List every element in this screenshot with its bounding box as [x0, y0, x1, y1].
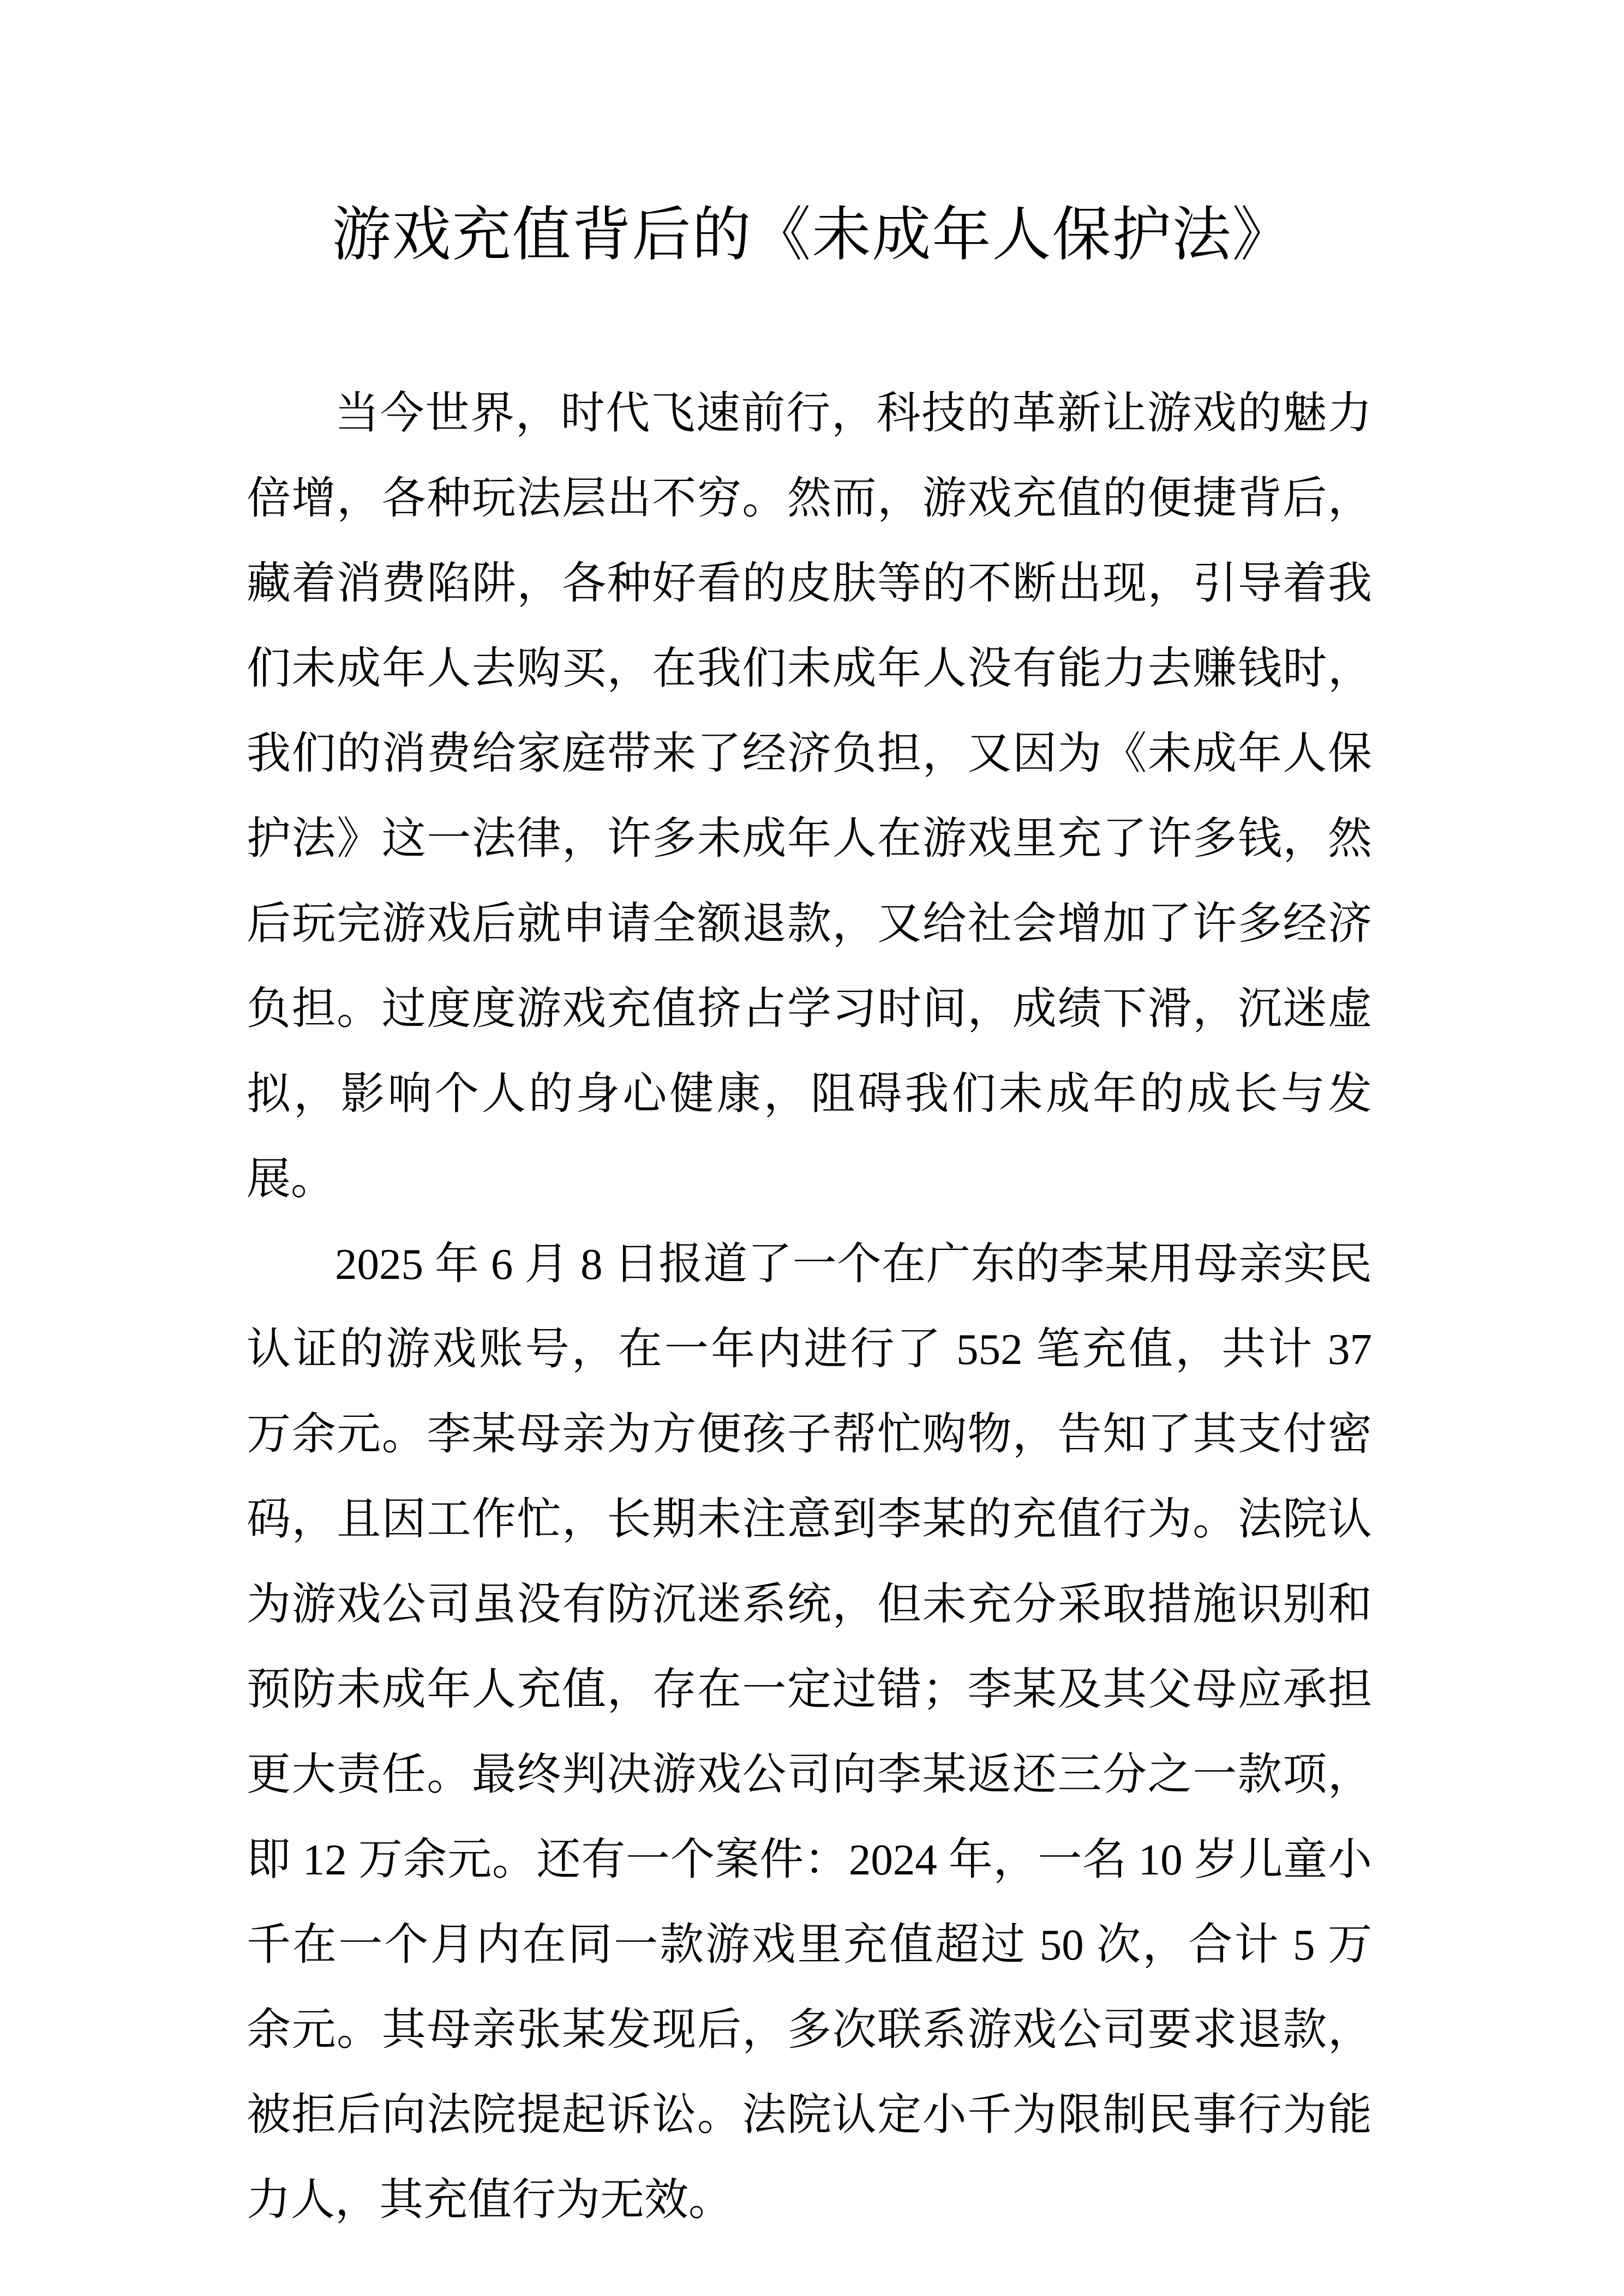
document-title: 游戏充值背后的《未成年人保护法》 [332, 203, 1292, 268]
paragraph-cases: 2025 年 6 月 8 日报道了一个在广东的李某用母亲实民认证的游戏账号，在一年内进行了 552 笔充值，共计 37 万余元。李某母亲为方便孩子帮忙购物，告知了其支付密码，且因工作忙，长期未注意到李某的充值行为。法院认为游戏公司虽没有防沉迷系统，但未充分采取措施识别和预防未成年人充值，存在一定过错；李某及其父母应承担更大责任。最终判决游戏公司向李某返还三分之一款项，即 12 万余元。还有一个案件：2024 年，一名 10 岁儿童小千在一个月内在同一款游戏里充值超过 50 次，合计 5 万余元。其母亲张某发现后，多次联系游戏公司要求退款，被拒后向法院提起诉讼。法院认定小千为限制民事行为能力人，其充值行为无效。 [247, 1240, 1372, 2225]
document-body [247, 371, 1372, 2243]
paragraph-intro: 当今世界，时代飞速前行，科技的革新让游戏的魅力倍增，各种玩法层出不穷。然而，游戏充值的便捷背后，藏着消费陷阱，各种好看的皮肤等的不断出现，引导着我们未成年人去购买，在我们未成年人没有能力去赚钱时，我们的消费给家庭带来了经济负担，又因为《未成年人保护法》这一法律，许多未成年人在游戏里充了许多钱，然后玩完游戏后就申请全额退款，又给社会增加了许多经济负担。过度度游戏充值挤占学习时间，成绩下滑，沉迷虚拟，影响个人的身心健康，阻碍我们未成年的成长与发展。 [247, 389, 1372, 1204]
